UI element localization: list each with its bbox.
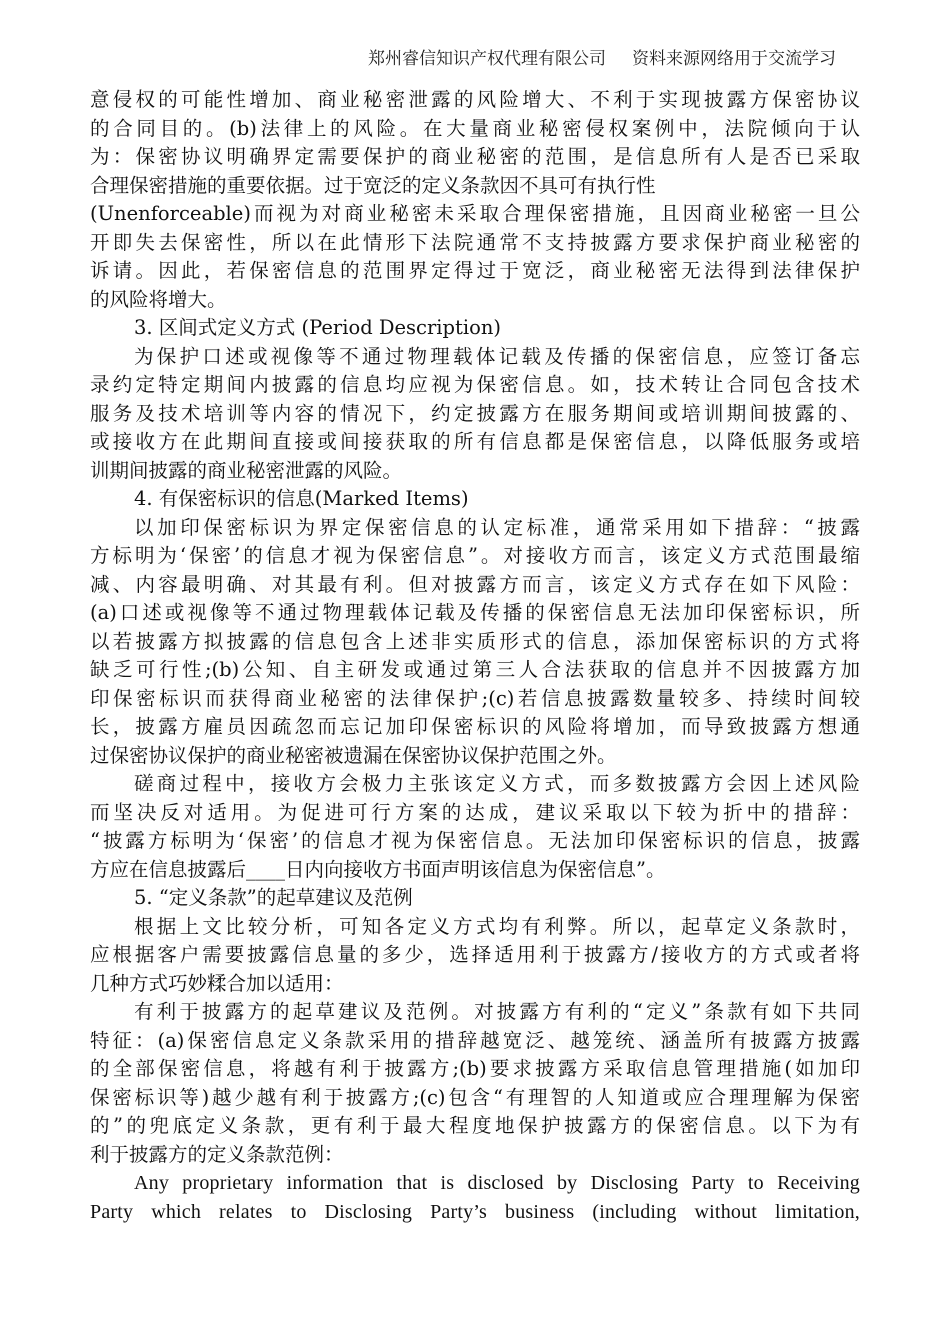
text-line: 的风险将增大。 (90, 287, 227, 311)
text-line: 磋商过程中，接收方会极力主张该定义方式，而多数披露方会因上述风险 (134, 772, 860, 795)
text-line: 训期间披露的商业秘密泄露的风险。 (90, 458, 403, 482)
text-line: 利于披露方的定义条款范例： (90, 1142, 344, 1166)
header-company: 郑州睿信知识产权代理有限公司 (368, 49, 606, 69)
page-header (368, 44, 836, 69)
text-line: 合理保密措施的重要依据。过于宽泛的定义条款因不具可有执行性 (90, 173, 656, 197)
text-line: 的全部保密信息，将越有利于披露方;(b)要求披露方采取信息管理措施(如加印 (90, 1057, 860, 1080)
text-line: 过保密协议保护的商业秘密被遗漏在保密协议保护范围之外。 (90, 743, 617, 767)
text-line: (Unenforceable)而视为对商业秘密未采取合理保密措施，且因商业秘密一旦公 (90, 202, 860, 225)
text-line: 为：保密协议明确界定需要保护的商业秘密的范围，是信息所有人是否已采取 (90, 145, 860, 168)
text-line: 印保密标识而获得商业秘密的法律保护;(c)若信息披露数量较多、持续时间较 (90, 686, 860, 710)
text-line: 以加印保密标识为界定保密信息的认定标准，通常采用如下措辞：“披露 (134, 515, 860, 539)
text-line: 或接收方在此期间直接或间接获取的所有信息都是保密信息，以降低服务或培 (90, 430, 860, 453)
text-line: (a)口述或视像等不通过物理载体记载及传播的保密信息无法加印保密标识，所 (90, 601, 860, 624)
text-line: 诉请。因此，若保密信息的范围界定得过于宽泛，商业秘密无法得到法律保护 (90, 259, 860, 282)
text-line: Any proprietary information that is disclosed by Disclosing Party to Receiving (134, 1172, 860, 1194)
header-note: 资料来源网络用于交流学习 (632, 49, 836, 69)
text-line: 意侵权的可能性增加、商业秘密泄露的风险增大、不利于实现披露方保密协议 (90, 88, 860, 111)
text-line: 特征：(a)保密信息定义条款采用的措辞越宽泛、越笼统、涵盖所有披露方披露 (90, 1028, 860, 1052)
text-line: 应根据客户需要披露信息量的多少，选择适用利于披露方/接收方的方式或者将 (90, 943, 860, 966)
document-body (90, 86, 860, 1226)
text-line: 减、内容最明确、对其最有利。但对披露方而言，该定义方式存在如下风险： (90, 572, 860, 596)
text-line: 开即失去保密性，所以在此情形下法院通常不支持披露方要求保护商业秘密的 (90, 230, 860, 254)
text-line: 缺乏可行性;(b)公知、自主研发或通过第三人合法获取的信息并不因披露方加 (90, 658, 860, 681)
text-line: 方应在信息披露后____日内向接收方书面声明该信息为保密信息”。 (90, 857, 666, 881)
section-heading: 5. “定义条款”的起草建议及范例 (134, 886, 413, 909)
text-line: 服务及技术培训等内容的情况下，约定披露方在服务期间或培训期间披露的、 (90, 401, 860, 425)
text-line: 为保护口述或视像等不通过物理载体记载及传播的保密信息，应签订备忘 (134, 344, 860, 368)
section-heading: 3. 区间式定义方式 (Period Description) (134, 316, 501, 339)
text-line: 录约定特定期间内披露的信息均应视为保密信息。如，技术转让合同包含技术 (90, 373, 860, 396)
text-line: 根据上文比较分析，可知各定义方式均有利弊。所以，起草定义条款时， (134, 914, 860, 938)
text-line: 以若披露方拟披露的信息包含上述非实质形式的信息，添加保密标识的方式将 (90, 629, 860, 653)
text-line: 的合同目的。(b)法律上的风险。在大量商业秘密侵权案例中，法院倾向于认 (90, 116, 860, 140)
text-line: 几种方式巧妙糅合加以适用： (90, 971, 344, 995)
text-line: 方标明为‘保密’的信息才视为保密信息”。对接收方而言，该定义方式范围最缩 (90, 544, 860, 567)
text-line: 长，披露方雇员因疏忽而忘记加印保密标识的风险将增加，而导致披露方想通 (90, 715, 860, 738)
text-line: 有利于披露方的起草建议及范例。对披露方有利的“定义”条款有如下共同 (134, 1000, 860, 1023)
text-line: 保密标识等)越少越有利于披露方;(c)包含“有理智的人知道或应合理理解为保密 (90, 1085, 860, 1109)
text-line: “披露方标明为‘保密’的信息才视为保密信息。无法加印保密标识的信息，披露 (90, 829, 860, 852)
section-heading: 4. 有保密标识的信息(Marked Items) (134, 487, 469, 510)
text-line: Party which relates to Disclosing Party’s business (including without limitation, (90, 1200, 860, 1223)
text-line: 而坚决反对适用。为促进可行方案的达成，建议采取以下较为折中的措辞： (90, 800, 860, 824)
text-line: 的”的兜底定义条款，更有利于最大程度地保护披露方的保密信息。以下为有 (90, 1114, 860, 1137)
